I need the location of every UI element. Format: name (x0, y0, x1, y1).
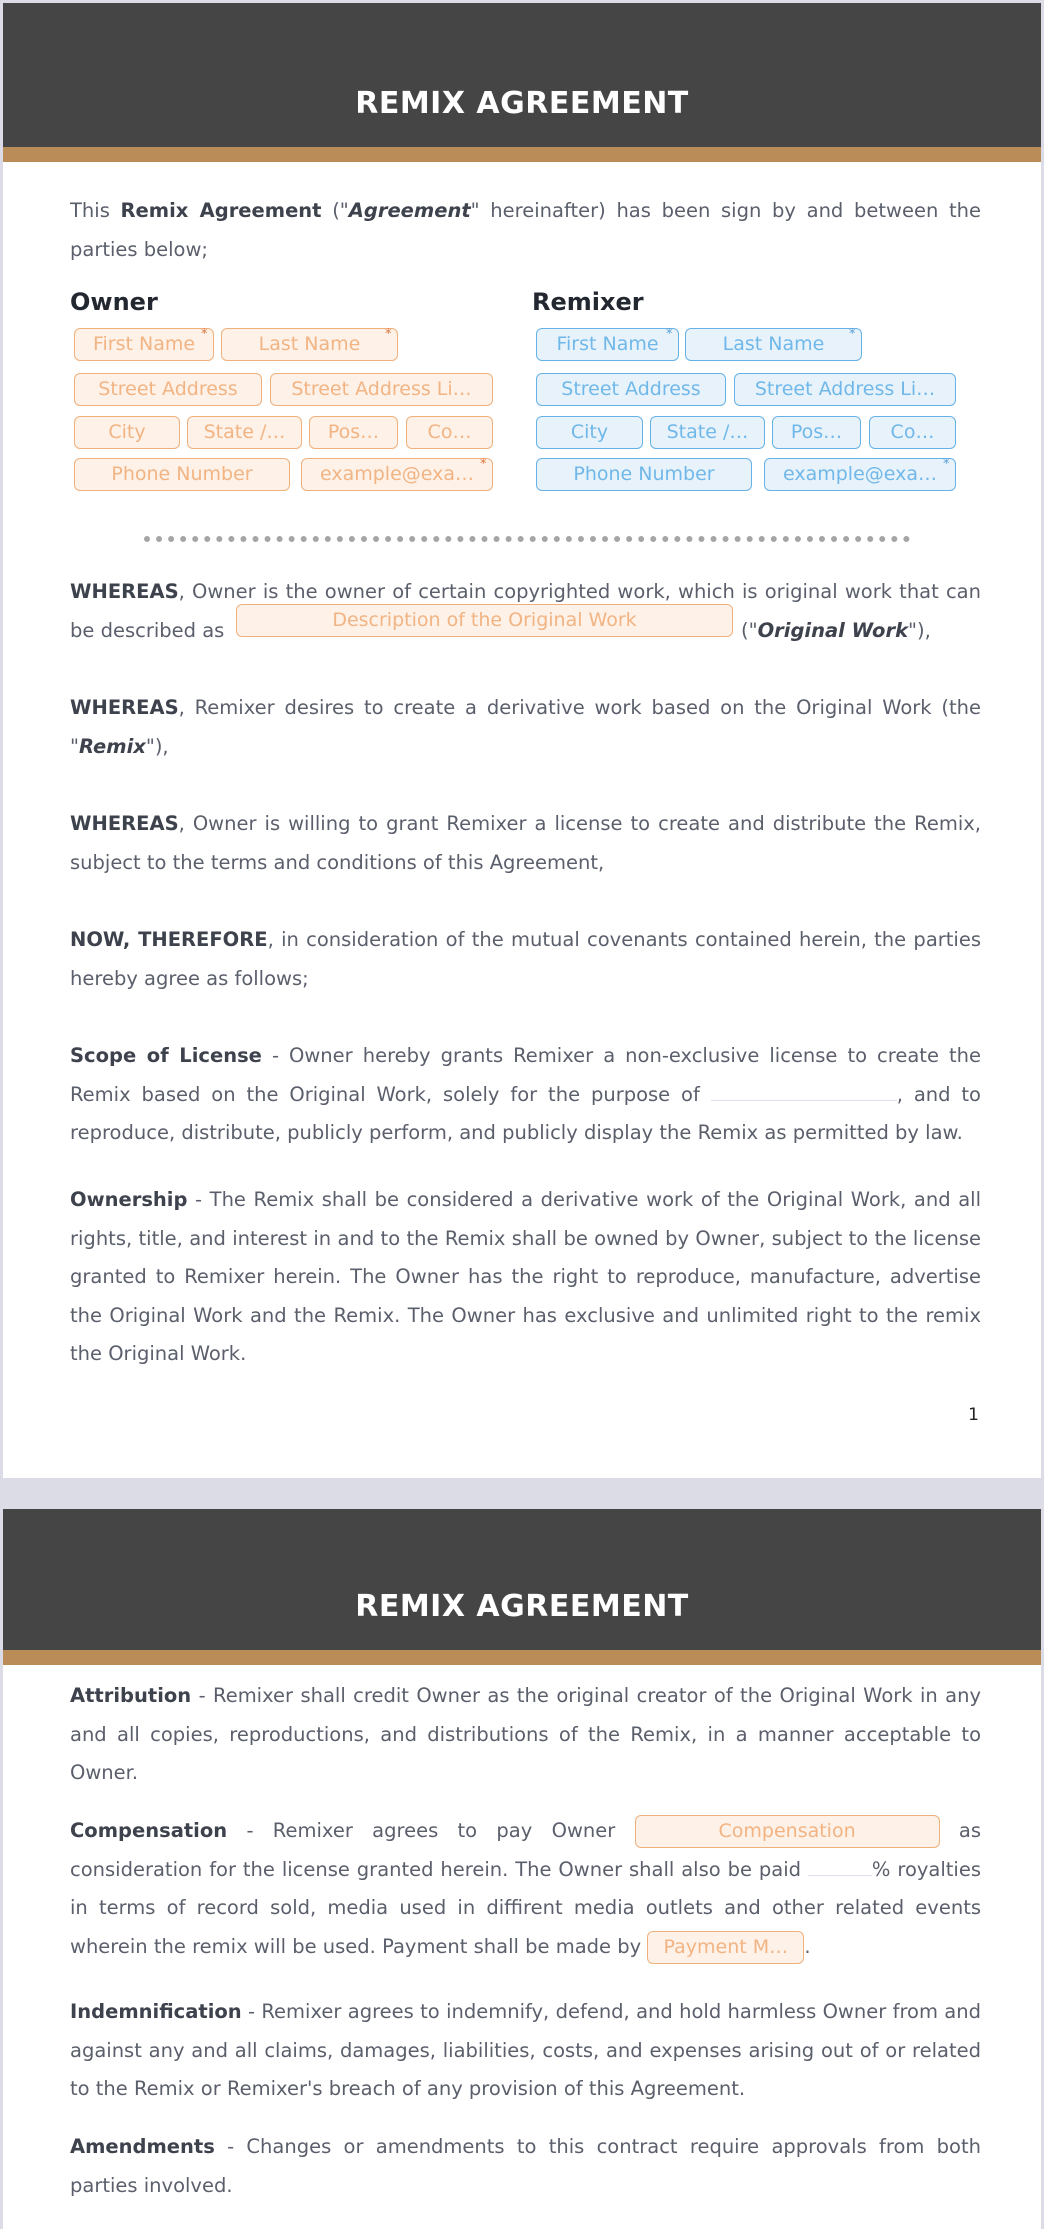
owner-phone-field[interactable]: Phone Number (74, 458, 290, 491)
page-header (3, 1509, 1041, 1650)
required-mark: * (849, 327, 856, 342)
whereas-paragraph-3: WHEREAS, Owner is willing to grant Remixer a license to create and distribute the Remix, subject to the terms and conditions of this Agreement, (70, 812, 981, 874)
remixer-postal-field[interactable]: Pos… (772, 416, 861, 449)
owner-street-address-field[interactable]: Street Address (74, 373, 262, 406)
document-title: REMIX AGREEMENT (355, 86, 689, 121)
whereas-paragraph-2: WHEREAS, Remixer desires to create a derivative work based on the Original Work (the "Remix"), (70, 696, 981, 758)
purpose-blank-field[interactable] (711, 1079, 897, 1101)
remixer-street-address-line2-field[interactable]: Street Address Li… (734, 373, 956, 406)
header-accent-bar (3, 147, 1041, 162)
indemnification-paragraph: Indemnification - Remixer agrees to indemnify, defend, and hold harmless Owner from and against any and all claims, damages, liabilities, costs, and expenses arising out of or related to the Remix or Remixer's breach of any provision of this Agreement. (70, 2000, 981, 2100)
owner-country-field[interactable]: Co… (406, 416, 493, 449)
remixer-street-address-field[interactable]: Street Address (536, 373, 726, 406)
required-mark: * (943, 457, 950, 472)
scope-of-license-paragraph: Scope of License - Owner hereby grants Remixer a non-exclusive license to create the Remix based on the Original Work, solely for the purpose of , and to reproduce, distribute, publicly perform, and publicly display the Remix as permitted by law. (70, 1044, 981, 1144)
amendments-paragraph: Amendments - Changes or amendments to this contract require approvals from both parties involved. (70, 2135, 981, 2197)
required-mark: * (480, 457, 487, 472)
owner-heading: Owner (70, 288, 158, 316)
remixer-heading: Remixer (532, 288, 644, 316)
original-work-description-field[interactable]: Description of the Original Work (236, 604, 733, 637)
remixer-country-field[interactable]: Co… (869, 416, 956, 449)
required-mark: * (201, 327, 208, 342)
remixer-phone-field[interactable]: Phone Number (536, 458, 752, 491)
required-mark: * (666, 327, 673, 342)
required-mark: * (385, 327, 392, 342)
owner-email-field[interactable]: example@exa… (301, 458, 493, 491)
remixer-city-field[interactable]: City (536, 416, 643, 449)
owner-city-field[interactable]: City (74, 416, 180, 449)
remixer-first-name-field[interactable]: First Name (536, 328, 679, 361)
owner-state-field[interactable]: State /… (187, 416, 302, 449)
owner-last-name-field[interactable]: Last Name (221, 328, 398, 361)
remixer-last-name-field[interactable]: Last Name (685, 328, 862, 361)
document-page-1 (3, 3, 1041, 1478)
document-title: REMIX AGREEMENT (355, 1589, 689, 1624)
header-accent-bar (3, 1650, 1041, 1665)
ownership-paragraph: Ownership - The Remix shall be considered a derivative work of the Original Work, and all rights, title, and interest in and to the Remix shall be owned by Owner, subject to the license granted to Remixer herein. The Owner has the right to reproduce, manufacture, advertise the Original Work and the Remix. The Owner has exclusive and unlimited right to the remix the Original Work. (70, 1188, 981, 1365)
royalty-percent-field[interactable] (808, 1854, 872, 1876)
owner-street-address-line2-field[interactable]: Street Address Li… (270, 373, 493, 406)
whereas-paragraph-1: WHEREAS, Owner is the owner of certain copyrighted work, which is original work that can be described as (70, 580, 981, 642)
payment-method-field[interactable]: Payment M… (647, 1931, 804, 1964)
compensation-field[interactable]: Compensation (635, 1815, 940, 1848)
document-page-2 (3, 1509, 1041, 2229)
page-number: 1 (968, 1405, 979, 1425)
attribution-paragraph: Attribution - Remixer shall credit Owner as the original creator of the Original Work in any and all copies, reproductions, and distributions of the Remix, in a manner acceptable to Owner. (70, 1684, 981, 1784)
compensation-paragraph: Compensation - Remixer agrees to pay Owner Compensation as consideration for the license granted herein. The Owner shall also be paid % royalties in terms of record sold, media used in diffirent media outlets and other related events wherein the remix will be used. Payment shall be made by Payment M… . (70, 1812, 981, 1966)
page-header (3, 3, 1041, 147)
original-work-definition: ("Original Work"), (741, 619, 931, 642)
now-therefore-paragraph: NOW, THEREFORE, in consideration of the mutual covenants contained herein, the parties hereby agree as follows; (70, 928, 982, 990)
intro-paragraph: This Remix Agreement ("Agreement" hereinafter) has been sign by and between the parties below; (70, 199, 981, 261)
owner-first-name-field[interactable]: First Name (74, 328, 214, 361)
dotted-divider (144, 536, 910, 542)
owner-postal-field[interactable]: Pos… (309, 416, 398, 449)
remixer-email-field[interactable]: example@exa… (764, 458, 956, 491)
remixer-state-field[interactable]: State /… (650, 416, 765, 449)
